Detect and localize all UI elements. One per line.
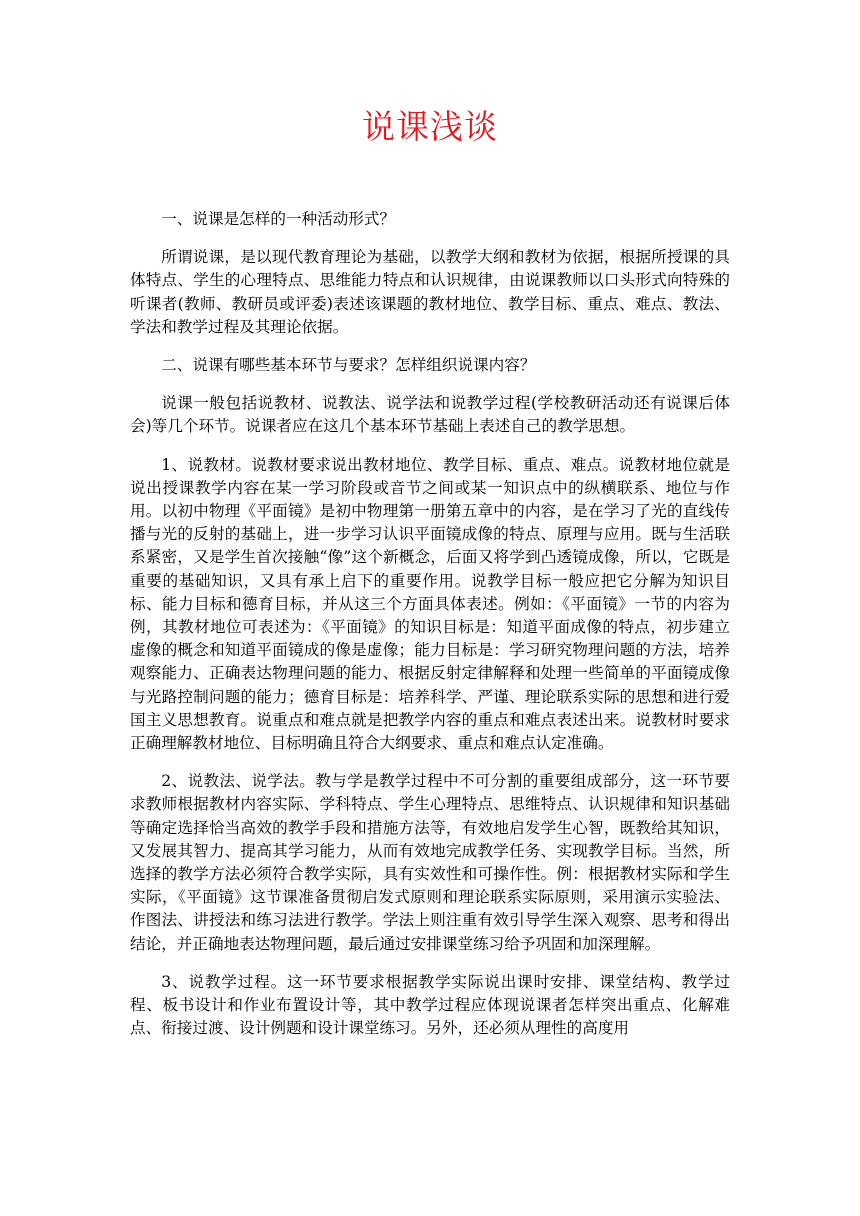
section-heading-2: 二、说课有哪些基本环节与要求？怎样组织说课内容？	[161, 356, 536, 375]
paragraph-overview: 说课一般包括说教材、说教法、说学法和说教学过程(学校教研活动还有说课后体会)等几个环节。说课者应在这几个基本环节基础上表述自己的教学思想。	[130, 394, 730, 436]
paragraph-definition: 所谓说课，是以现代教育理论为基础，以教学大纲和教材为依据，根据所授课的具体特点、学生的心理特点、思维能力特点和认识规律，由说课教师以口头形式向特殊的听课者(教师、教研员或评委)表述该课题的教材地位、教学目标、重点、难点、教法、学法和教学过程及其理论依据。	[130, 248, 730, 336]
paragraph-process: 3、说教学过程。这一环节要求根据教学实际说出课时安排、课堂结构、教学过程、板书设计和作业布置设计等，其中教学过程应体现说课者怎样突出重点、化解难点、衔接过渡、设计例题和设计课堂练习。另外，还必须从理性的高度用	[130, 972, 730, 1038]
section-heading-1: 一、说课是怎样的一种活动形式？	[161, 210, 396, 228]
paragraph-methods: 2、说教法、说学法。教与学是教学过程中不可分割的重要组成部分，这一环节要求教师根据教材内容实际、学科特点、学生心理特点、思维特点、认识规律和知识基础等确定选择恰当高效的教学手段和措施方法等，有效地启发学生心智，既教给其知识，又发展其智力、提高其学习能力，从而有效地完成教学任务、实现教学目标。当然，所选择的教学方法必须符合教学实际，具有实效性和可操作性。例：根据教材实际和学生实际，《平面镜》这节课准备贯彻启发式原则和理论联系实际原则，采用演示实验法、作图法、讲授法和练习法进行教学。学法上则注重有效引导学生深入观察、思考和得出结论，并正确地表达物理问题，最后通过安排课堂练习给予巩固和加深理解。	[130, 772, 730, 953]
document-body	[130, 208, 730, 1056]
paragraph-textbook: 1、说教材。说教材要求说出教材地位、教学目标、重点、难点。说教材地位就是说出授课教学内容在某一学习阶段或音节之间或某一知识点中的纵横联系、地位与作用。以初中物理《平面镜》是初中物理第一册第五章中的内容，是在学习了光的直线传播与光的反射的基础上，进一步学习认识平面镜成像的特点、原理与应用。既与生活联系紧密，又是学生首次接触“像”这个新概念，后面又将学到凸透镜成像，所以，它既是重要的基础知识，又具有承上启下的重要作用。说教学目标一般应把它分解为知识目标、能力目标和德育目标，并从这三个方面具体表述。例如：《平面镜》一节的内容为例，其教材地位可表述为：《平面镜》的知识目标是：知道平面成像的特点，初步建立虚像的概念和知道平面镜成的像是虚像；能力目标是：学习研究物理问题的方法，培养观察能力、正确表达物理问题的能力、根据反射定律解释和处理一些简单的平面镜成像与光路控制问题的能力；德育目标是：培养科学、严谨、理论联系实际的思想和进行爱国主义思想教育。说重点和难点就是把教学内容的重点和难点表述出来。说教材时要求正确理解教材地位、目标明确且符合大纲要求、重点和难点认定准确。	[130, 455, 730, 753]
document-title: 说课浅谈	[362, 107, 498, 146]
